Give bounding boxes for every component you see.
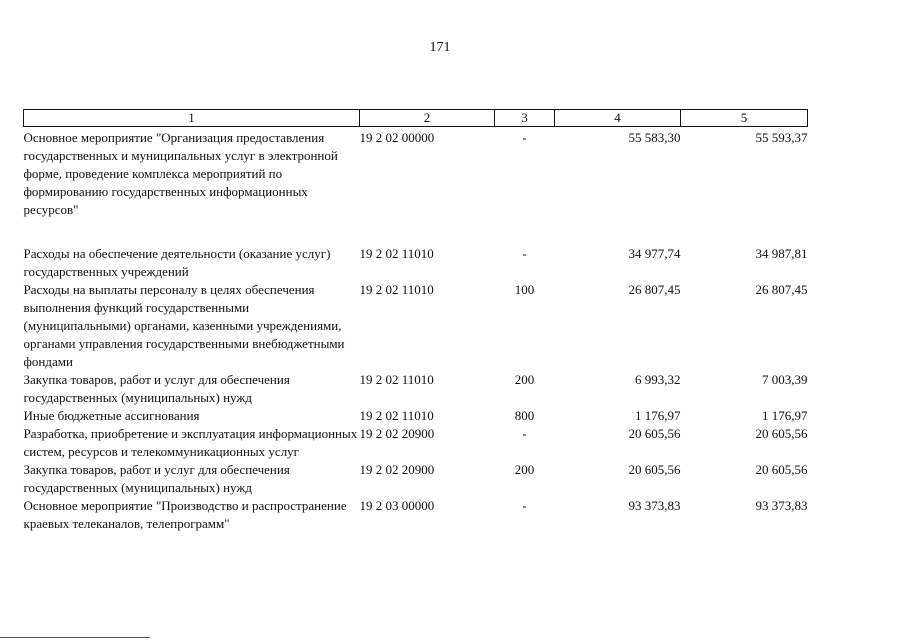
row-type: -	[522, 246, 527, 261]
row-type: -	[522, 426, 527, 441]
budget-table	[23, 109, 808, 533]
row-code: 19 2 02 20900	[359, 462, 435, 477]
row-value-2: 93 373,83	[755, 498, 808, 513]
row-name: Иные бюджетные ассигнования	[23, 408, 200, 423]
row-name: Закупка товаров, работ и услуг для обеспечения государственных (муниципальных) нужд	[23, 462, 290, 495]
table-header-row	[24, 110, 808, 127]
row-name: Расходы на обеспечение деятельности (оказание услуг) государственных учреждений	[23, 246, 331, 279]
row-value-1: 6 993,32	[635, 372, 681, 387]
table-row	[24, 497, 808, 533]
row-type: 200	[514, 372, 535, 387]
row-code: 19 2 02 11010	[359, 246, 434, 261]
row-value-2: 20 605,56	[755, 426, 808, 441]
row-value-1: 1 176,97	[635, 408, 681, 423]
row-value-1: 20 605,56	[628, 462, 681, 477]
row-name: Основное мероприятие "Производство и распространение краевых телеканалов, телепрограмм"	[23, 498, 347, 531]
table-row	[24, 281, 808, 371]
row-code: 19 2 02 20900	[359, 426, 435, 441]
table-row	[24, 219, 808, 281]
table-row	[24, 461, 808, 497]
row-value-2: 1 176,97	[762, 408, 808, 423]
row-code: 19 2 02 00000	[359, 130, 435, 145]
row-code: 19 2 02 11010	[359, 372, 434, 387]
row-value-2: 26 807,45	[755, 282, 808, 297]
row-value-1: 93 373,83	[628, 498, 681, 513]
footer-divider	[0, 637, 150, 638]
column-header-2: 2	[360, 110, 495, 127]
row-value-2: 55 593,37	[755, 130, 808, 145]
row-name: Разработка, приобретение и эксплуатация информационных систем, ресурсов и телекоммуникационных услуг	[23, 426, 358, 459]
row-value-1: 20 605,56	[628, 426, 681, 441]
row-type: 100	[514, 282, 535, 297]
row-code: 19 2 02 11010	[359, 282, 434, 297]
table-row	[24, 407, 808, 425]
column-header-3: 3	[495, 110, 555, 127]
row-type: -	[522, 130, 527, 145]
page-number: 171	[429, 40, 451, 55]
row-value-2: 20 605,56	[755, 462, 808, 477]
row-type: -	[522, 498, 527, 513]
table-row	[24, 371, 808, 407]
column-header-1: 1	[24, 110, 360, 127]
row-type: 800	[514, 408, 535, 423]
row-value-2: 7 003,39	[762, 372, 808, 387]
row-value-2: 34 987,81	[755, 246, 808, 261]
table-row	[24, 127, 808, 220]
row-name: Основное мероприятие "Организация предоставления государственных и муниципальных услуг в электронной форме, проведение комплекса мероприятий по формированию государственных информационных ресурсов"	[23, 130, 338, 217]
row-type: 200	[514, 462, 535, 477]
row-value-1: 55 583,30	[628, 130, 681, 145]
row-code: 19 2 02 11010	[359, 408, 434, 423]
table-row	[24, 425, 808, 461]
row-name: Расходы на выплаты персоналу в целях обеспечения выполнения функций государственными (муниципальными) органами, казенными учреждениями, органами управления государственными внебюджетными фондами	[23, 282, 345, 369]
row-name: Закупка товаров, работ и услуг для обеспечения государственных (муниципальных) нужд	[23, 372, 290, 405]
row-code: 19 2 03 00000	[359, 498, 435, 513]
column-header-5: 5	[681, 110, 808, 127]
row-value-1: 34 977,74	[628, 246, 681, 261]
row-value-1: 26 807,45	[628, 282, 681, 297]
column-header-4: 4	[555, 110, 681, 127]
